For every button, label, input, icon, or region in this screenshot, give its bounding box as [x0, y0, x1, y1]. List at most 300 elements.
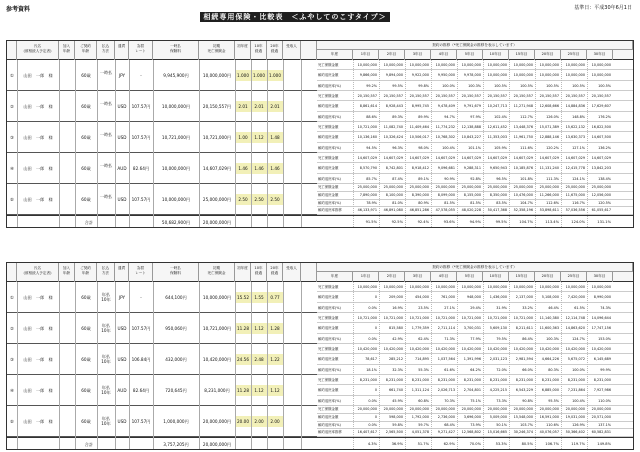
- subrow-value: 10,000,000: [461, 285, 481, 289]
- subrow-value: 10,721,000: [409, 316, 429, 320]
- subrow-value: 66.0%: [522, 367, 533, 372]
- col-header-ratio1: 初年度: [235, 263, 251, 282]
- subrow-value: 52,358,196: [513, 208, 533, 213]
- subrow-value: 9,866,000: [359, 73, 377, 78]
- col-header-ratio10: 10年 経過: [251, 263, 267, 282]
- year-divider: [457, 282, 458, 449]
- subrow-value: 2,031,123: [489, 357, 507, 362]
- subrow-label: 解約返戻率(%): [318, 398, 341, 403]
- subrow-label: 死亡保険金額: [318, 156, 339, 160]
- column-divider: [59, 282, 60, 449]
- column-divider: [75, 60, 76, 227]
- subrow-value: 3,696,000: [463, 414, 481, 419]
- cell-ratio20: 2.50: [267, 194, 283, 205]
- transition-subrow: [317, 292, 633, 302]
- column-divider: [267, 60, 268, 227]
- cell-ratio1: 15.52: [235, 292, 251, 303]
- col-header-cat: [301, 263, 317, 282]
- subrow-value: 10,000,000: [591, 285, 611, 289]
- col-header-age_start: 加入 年齢: [59, 263, 75, 282]
- cell-premium: 10,000,000円: [161, 197, 191, 202]
- cell-rate: 106.84円: [131, 357, 151, 362]
- subrow-value: 81.5%: [470, 200, 481, 205]
- subrow-label: 解約返戻金額: [318, 104, 339, 109]
- subrow-label: 解約返戻率(%): [318, 83, 341, 88]
- col-header-age_start: 加入 年齢: [59, 41, 75, 60]
- subrow-value: 10,721,000: [357, 125, 377, 129]
- subrow-value: 7,927,986: [593, 388, 611, 393]
- subrow-value: 127.1%: [572, 145, 585, 150]
- subrow-value: 126.9%: [572, 422, 585, 427]
- column-divider: [97, 282, 98, 449]
- subrow-value: 14,607,029: [591, 156, 611, 160]
- total-ratio: 4.3%: [367, 442, 377, 446]
- year-header: 4年目: [431, 50, 457, 60]
- subrow-value: 100.5%: [494, 83, 507, 88]
- subrow-label: 解約返戻金額: [318, 326, 339, 331]
- subrow-value: 20,000,000: [591, 407, 611, 411]
- subrow-value: 8,918,412: [411, 166, 429, 171]
- subrow-value: 148.8%: [572, 114, 585, 119]
- subrow-label: 解約返戻率(%): [318, 336, 341, 341]
- subrow-value: 0: [374, 295, 377, 300]
- subrow-value: 10,420,000: [591, 347, 611, 351]
- transition-subrow: [317, 406, 633, 414]
- total-ratio: 92.4%: [417, 220, 429, 224]
- subrow-label: 解約返戻金額: [318, 357, 339, 362]
- subrow-value: 14,607,029: [357, 156, 377, 160]
- total-ratio: 106.7%: [545, 442, 559, 446]
- subrow-value: 9,894,000: [385, 73, 403, 78]
- subrow-value: 80.9%: [418, 200, 429, 205]
- year-divider: [587, 60, 588, 227]
- subrow-value: 100.4%: [572, 398, 585, 403]
- cell-pay: 年払 10年: [101, 354, 111, 364]
- subrow-value: 5,009,000: [489, 414, 507, 419]
- col-header-rate: 為替 レート: [129, 41, 153, 60]
- year-divider: [509, 60, 510, 227]
- cell-ratio20: 0.77: [267, 292, 283, 303]
- subrow-label: 死亡保険金額: [318, 378, 339, 382]
- cell-ratio20: 1.000: [267, 70, 283, 81]
- col-header-death: 初期 死亡保険金: [199, 263, 235, 282]
- subrow-value: 16,822,500: [591, 125, 611, 129]
- subrow-value: 4,051,378: [411, 430, 429, 435]
- subrow-value: 1,436,000: [489, 295, 507, 300]
- subrow-label: 死亡保険金額: [318, 407, 339, 411]
- subrow-value: 714,895: [414, 357, 429, 362]
- total-ratio: 104.7%: [519, 220, 533, 224]
- subrow-value: 48,020,228: [461, 208, 481, 213]
- transition-subrow: [317, 207, 633, 215]
- cell-premium: 10,000,000円: [161, 166, 191, 171]
- subrow-value: 12,608,666: [539, 104, 559, 109]
- cell-name: 山田 一郎 様: [23, 135, 53, 140]
- year-header: 年度: [317, 50, 353, 60]
- year-header: 10年目: [483, 272, 509, 282]
- year-header: 15年目: [509, 272, 535, 282]
- subrow-value: 90.9%: [444, 176, 455, 181]
- cell-premium: 720,645円: [165, 388, 187, 393]
- year-header: 4年目: [431, 272, 457, 282]
- transition-subrow: [317, 365, 633, 375]
- col-header-note: 受取人: [283, 263, 301, 282]
- subrow-value: 64.2%: [470, 367, 481, 372]
- total-ratio: 99.5%: [495, 220, 507, 224]
- subrow-value: 14,096,644: [591, 316, 611, 320]
- subrow-value: 9,922,000: [411, 73, 429, 78]
- subrow-value: 46,851,286: [409, 208, 429, 213]
- subrow-value: 6,145,689: [593, 357, 611, 362]
- subrow-value: 10,000,000: [487, 73, 507, 78]
- subrow-value: 78.9%: [366, 200, 377, 205]
- year-header: 3年目: [405, 272, 431, 282]
- total-ratio: 93.6%: [443, 220, 455, 224]
- cell-currency: JPY: [118, 73, 126, 78]
- subrow-value: 12,888,146: [539, 135, 559, 140]
- cell-no: ⑤: [10, 419, 14, 424]
- year-header: 1年目: [353, 272, 379, 282]
- subrow-value: 14,607,029: [565, 156, 585, 160]
- total-ratio: 62.9%: [443, 442, 455, 446]
- col-header-ratio1: 初年度: [235, 41, 251, 60]
- total-ratio: 94.9%: [469, 220, 481, 224]
- subrow-value: 20,150,557: [591, 94, 611, 98]
- subrow-value: 5,108,000: [541, 295, 559, 300]
- subrow-value: 47,578,055: [435, 208, 455, 213]
- table-row: [7, 282, 633, 313]
- transition-subrow: [317, 429, 633, 437]
- subrow-value: 9,791,679: [463, 104, 481, 109]
- cell-ratio10: 2.01: [251, 101, 267, 112]
- subrow-value: 25,000,000: [409, 185, 429, 189]
- col-header-cat: [301, 41, 317, 60]
- cell-death: 10,000,000円: [202, 73, 232, 78]
- cell-no: ②: [10, 326, 14, 331]
- cell-ratio10: 1.000: [251, 70, 267, 81]
- subrow-value: 60,582,831: [591, 430, 611, 435]
- cell-premium: 644,100円: [165, 295, 187, 300]
- subrow-value: 20,000,000: [565, 407, 585, 411]
- subrow-value: 137.1%: [598, 422, 611, 427]
- subrow-value: 8,231,000: [541, 378, 559, 382]
- year-header: 2年目: [379, 272, 405, 282]
- subrow-value: 25,000,000: [383, 185, 403, 189]
- column-divider: [97, 60, 98, 227]
- subrow-value: 105.9%: [494, 145, 507, 150]
- subrow-value: 110.0%: [598, 398, 611, 403]
- cell-pay: 一時払: [99, 101, 113, 106]
- subrow-value: 100.0%: [442, 83, 455, 88]
- transition-subrow: [317, 334, 633, 344]
- cell-name: 山田 一郎 様: [23, 326, 53, 331]
- subrow-value: 12,568,802: [461, 430, 481, 435]
- subrow-value: 9,978,000: [463, 73, 481, 78]
- subrow-value: 15,071,389: [539, 125, 559, 129]
- cell-age_now: 60歳: [81, 197, 91, 202]
- cell-name: 山田 一郎 様: [23, 104, 53, 109]
- table-row: [7, 184, 633, 215]
- subrow-value: 10,000,000: [409, 63, 429, 67]
- subrow-value: 10,721,000: [435, 316, 455, 320]
- cell-ratio10: 1.55: [251, 292, 267, 303]
- cell-no: ①: [10, 295, 14, 300]
- subrow-value: 10,136,160: [357, 135, 377, 140]
- subrow-value: 11,266,000: [539, 192, 559, 197]
- subrow-label: 解約返戻率(%): [318, 200, 341, 205]
- subrow-value: 25,000,000: [461, 185, 481, 189]
- subrow-value: 46,891,080: [383, 208, 403, 213]
- subrow-value: 5,675,072: [567, 357, 585, 362]
- subrow-value: 761,000: [440, 295, 455, 300]
- total-death: 20,000,000円: [202, 220, 232, 225]
- subrow-value: 16.9%: [392, 305, 403, 310]
- subrow-value: 31.9%: [496, 305, 507, 310]
- cell-ratio1: 1.46: [235, 163, 251, 174]
- subrow-value: 9,096,681: [437, 166, 455, 171]
- subrow-value: 78,617: [365, 357, 377, 362]
- cell-ratio10: 1.12: [251, 132, 267, 143]
- subrow-value: 57,036,556: [565, 208, 585, 213]
- subrow-value: 112.6%: [546, 200, 559, 205]
- subrow-value: 8,231,000: [567, 378, 585, 382]
- subrow-value: 8,390,000: [411, 192, 429, 197]
- subrow-value: 101.8%: [520, 176, 533, 181]
- transition-subrow: [317, 385, 633, 395]
- subrow-value: 10,420,000: [461, 347, 481, 351]
- cell-no: ③: [10, 135, 14, 140]
- column-divider: [129, 282, 130, 449]
- cell-rate: 107.57円: [131, 326, 151, 331]
- subrow-value: 20,571,000: [591, 414, 611, 419]
- transition-header: 契約の推移（*死亡保険金の推移を表示しています）: [317, 263, 633, 272]
- table-row: [7, 122, 633, 153]
- year-divider: [379, 282, 380, 449]
- subrow-value: 10,000,000: [539, 73, 559, 78]
- cell-ratio20: 2.01: [267, 101, 283, 112]
- year-header: 20年目: [535, 272, 561, 282]
- year-header: 30年目: [587, 50, 613, 60]
- subrow-value: 176.2%: [598, 114, 611, 119]
- subrow-value: 9,288,311: [463, 166, 481, 171]
- subrow-value: 10,000,000: [357, 63, 377, 67]
- subrow-value: 12,611,452: [487, 125, 507, 129]
- cell-death: 10,000,000円: [202, 295, 232, 300]
- subrow-value: 8,231,000: [463, 378, 481, 382]
- subrow-value: 8,099,000: [437, 192, 455, 197]
- subrow-value: 20,150,557: [513, 94, 533, 98]
- column-divider: [153, 60, 154, 227]
- subrow-value: 8,231,000: [359, 378, 377, 382]
- subrow-value: 661,740: [388, 388, 403, 393]
- table-row: [7, 91, 633, 122]
- subrow-value: 8,231,000: [385, 378, 403, 382]
- subrow-value: 8,155,000: [463, 192, 481, 197]
- subrow-value: 10,000,000: [565, 63, 585, 67]
- subrow-value: 25,000,000: [357, 185, 377, 189]
- subrow-value: 59.7%: [418, 422, 429, 427]
- subrow-value: 11,140,380: [539, 316, 559, 320]
- subrow-value: 97.9%: [470, 114, 481, 119]
- transition-subrow: [317, 323, 633, 333]
- subrow-value: 3,700,031: [463, 326, 481, 331]
- subrow-value: 73.3%: [496, 398, 507, 403]
- subrow-value: 10,476,000: [513, 192, 533, 197]
- column-divider: [17, 60, 18, 227]
- cell-currency: USD: [117, 326, 127, 331]
- comparison-table-annual: [6, 262, 634, 450]
- col-header-rate: 為替 レート: [129, 263, 153, 282]
- subrow-value: 10,420,000: [409, 347, 429, 351]
- cell-ratio1: 1.000: [235, 70, 251, 81]
- subrow-value: 8,231,000: [593, 378, 611, 382]
- transition-subrow: [317, 153, 633, 163]
- subrow-value: 10,420,000: [357, 347, 377, 351]
- cell-ratio10: 1.46: [251, 163, 267, 174]
- cell-no: ④: [10, 388, 14, 393]
- subrow-value: 110.6%: [546, 422, 559, 427]
- cell-ratio10: 1.12: [251, 385, 267, 396]
- subrow-value: 9,478,409: [437, 104, 455, 109]
- subrow-value: 25,000,000: [591, 185, 611, 189]
- subrow-value: 11,131,240: [539, 166, 559, 171]
- subrow-value: 20,000,000: [435, 407, 455, 411]
- subrow-value: 0.0%: [368, 305, 377, 310]
- subrow-value: 8,231,000: [515, 378, 533, 382]
- transition-subrow: [317, 174, 633, 184]
- cell-pay: 年払 10年: [101, 323, 111, 333]
- subrow-value: 96.3%: [392, 145, 403, 150]
- subrow-value: 92.8%: [470, 176, 481, 181]
- subrow-value: 10,000,000: [513, 63, 533, 67]
- cell-ratio1: 1.00: [235, 132, 251, 143]
- cell-currency: USD: [117, 135, 127, 140]
- year-divider: [457, 60, 458, 227]
- year-divider: [379, 60, 380, 227]
- col-header-ratio20: 20年 経過: [267, 41, 283, 60]
- subrow-value: 5,609,130: [489, 326, 507, 331]
- col-header-premium: 一時払 保険料: [153, 263, 199, 282]
- cell-rate: 107.57円: [131, 104, 151, 109]
- transition-subrow: [317, 112, 633, 122]
- column-divider: [235, 60, 236, 227]
- cell-note: [283, 416, 301, 427]
- subrow-value: 9,950,000: [437, 73, 455, 78]
- subrow-label: 解約返戻金額: [318, 73, 339, 78]
- subrow-value: 10,420,000: [383, 347, 403, 351]
- total-premium: 3,757,205円: [163, 442, 189, 447]
- subrow-value: 8,570,790: [359, 166, 377, 171]
- subrow-label: 解約返戻率(%): [318, 367, 341, 372]
- subrow-value: 8,861,614: [359, 104, 377, 109]
- cell-death: 14,607,029円: [202, 166, 232, 171]
- column-divider: [199, 60, 200, 227]
- table-row: [7, 375, 633, 406]
- cell-name: 山田 一郎 様: [23, 388, 53, 393]
- subrow-value: 136.2%: [598, 145, 611, 150]
- year-divider: [509, 282, 510, 449]
- transition-subrow: [317, 91, 633, 101]
- column-divider: [235, 282, 236, 449]
- transition-subrow: [317, 60, 633, 70]
- subrow-value: 62.4%: [418, 336, 429, 341]
- transition-subrow: [317, 414, 633, 422]
- cell-ratio20: 2.00: [267, 416, 283, 427]
- col-header-no: [7, 263, 17, 282]
- total-row: [7, 437, 633, 450]
- cell-age_now: 60歳: [81, 357, 91, 362]
- column-divider: [251, 282, 252, 449]
- subrow-value: 99.2%: [366, 83, 377, 88]
- col-header-death: 初期 死亡保険金: [199, 41, 235, 60]
- subrow-value: 120.2%: [546, 145, 559, 150]
- cell-age_now: 60歳: [81, 104, 91, 109]
- subrow-value: 99.9%: [600, 367, 611, 372]
- subrow-value: 98.0%: [418, 145, 429, 150]
- subrow-value: 11,774,232: [435, 125, 455, 129]
- subrow-value: 89.3%: [392, 114, 403, 119]
- cell-currency: USD: [117, 197, 127, 202]
- cell-ratio10: 1.12: [251, 323, 267, 334]
- subrow-value: 0.0%: [368, 398, 377, 403]
- subrow-value: 100.3%: [468, 83, 481, 88]
- table-row: [7, 60, 633, 91]
- cell-ratio10: 2.50: [251, 194, 267, 205]
- cell-premium: 950,060円: [165, 326, 187, 331]
- subrow-value: 454,000: [414, 295, 429, 300]
- cell-ratio1: 20.00: [235, 416, 251, 427]
- subrow-value: 10,420,000: [513, 347, 533, 351]
- cell-no: ①: [10, 73, 14, 78]
- subrow-value: 72.0%: [496, 367, 507, 372]
- transition-header: 契約の推移（*死亡保険金の推移を表示しています）: [317, 41, 633, 50]
- subrow-label: 解約返戻率(%): [318, 176, 341, 181]
- subrow-value: 2,981,594: [515, 357, 533, 362]
- total-ratio: 92.5%: [391, 220, 403, 224]
- column-divider: [59, 60, 60, 227]
- subrow-value: 10,420,000: [565, 347, 585, 351]
- cell-death: 20,000,000円: [202, 419, 232, 424]
- cell-death: 10,420,000円: [202, 357, 232, 362]
- subrow-value: 83.5%: [496, 200, 507, 205]
- subrow-value: 10,721,000: [357, 316, 377, 320]
- subrow-value: 100.4%: [442, 145, 455, 150]
- cell-age_now: 60歳: [81, 73, 91, 78]
- subrow-value: 14,607,029: [435, 156, 455, 160]
- cell-ratio20: 1.12: [267, 385, 283, 396]
- subrow-value: 10,000,000: [487, 285, 507, 289]
- subrow-value: 25,000,000: [539, 185, 559, 189]
- subrow-value: 10,000,000: [513, 285, 533, 289]
- subrow-value: 13,842,203: [591, 166, 611, 171]
- subrow-value: 20,150,557: [435, 94, 455, 98]
- subrow-label: 解約返戻金額: [318, 192, 339, 197]
- year-divider: [405, 60, 406, 227]
- transition-subrow: [317, 396, 633, 406]
- total-ratio: 80.5%: [521, 442, 533, 446]
- subrow-value: 8,211,611: [515, 326, 533, 331]
- subrow-value: 4,664,226: [541, 357, 559, 362]
- col-header-pay: 払込 方法: [97, 263, 115, 282]
- subrow-value: 94.5%: [366, 145, 377, 150]
- subrow-value: 7,420,000: [567, 295, 585, 300]
- subrow-value: 50,417,368: [487, 208, 507, 213]
- subrow-value: 100.5%: [546, 83, 559, 88]
- subrow-value: 71.3%: [444, 336, 455, 341]
- subrow-value: 7,231,864: [567, 388, 585, 393]
- subrow-value: 55.3%: [418, 367, 429, 372]
- transition-subrow: [317, 344, 633, 354]
